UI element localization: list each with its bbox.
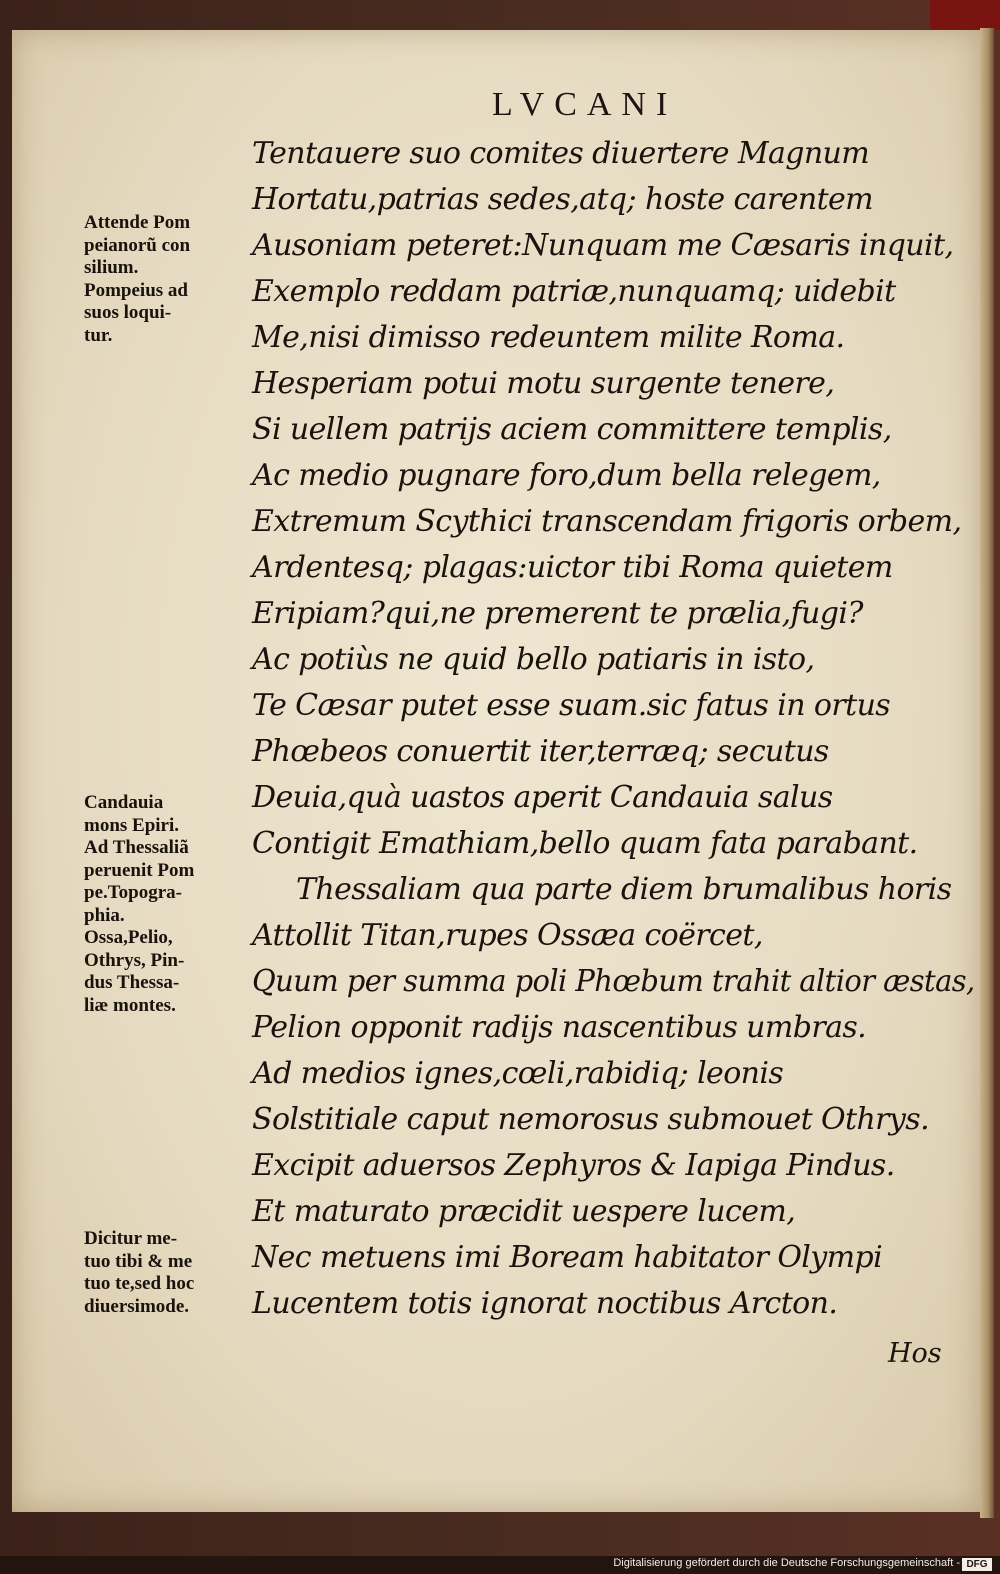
funding-credit: Digitalisierung gefördert durch die Deutsche Forschungsgemeinschaft -	[613, 1557, 960, 1569]
verse-line: Lucentem totis ignorat noctibus Arcton.	[252, 1286, 838, 1321]
verse-line: Pelion opponit radijs nascentibus umbras.	[252, 1010, 867, 1045]
verse-line: Excipit aduersos Zephyros & Iapiga Pindus.	[252, 1148, 895, 1183]
verse-line: Attollit Titan,rupes Ossæa coërcet,	[252, 918, 763, 953]
verse-line: Hortatu,patrias sedes,atq; hoste carentem	[252, 182, 874, 217]
verse-line: Deuia,quà uastos aperit Candauia salus	[252, 780, 833, 815]
verse-line: Thessaliam qua parte diem brumalibus horis	[296, 872, 952, 907]
page-edge-right	[980, 28, 994, 1518]
verse-line: Extremum Scythici transcendam frigoris orbem,	[252, 504, 962, 539]
verse-line: Ac potiùs ne quid bello patiaris in isto,	[252, 642, 815, 677]
verse-line: Solstitiale caput nemorosus submouet Othrys.	[252, 1102, 930, 1137]
verse-line: Hesperiam potui motu surgente tenere,	[252, 366, 835, 401]
verse-line: Ac medio pugnare foro,dum bella relegem,	[252, 458, 881, 493]
verse-line: Contigit Emathiam,bello quam fata parabant.	[252, 826, 918, 861]
verse-line: Tentauere suo comites diuertere Magnum	[252, 136, 870, 171]
verse-line: Nec metuens imi Boream habitator Olympi	[252, 1240, 883, 1275]
marginal-note: Candauia mons Epiri. Ad Thessaliã peruenit Pom pe.Topogra- phia. Ossa,Pelio, Othrys, Pin- dus Thessa- liæ montes.	[84, 792, 195, 1016]
verse-line: Quum per summa poli Phœbum trahit altior æstas,	[252, 964, 975, 999]
verse-line: Phœbeos conuertit iter,terræq; secutus	[252, 734, 829, 769]
verse-line: Exemplo reddam patriæ,nunquamq; uidebit	[252, 274, 896, 309]
verse-line: Si uellem patrijs aciem committere templis,	[252, 412, 892, 447]
running-head: LVCANI	[492, 86, 678, 123]
verse-line: Ausoniam peteret:Nunquam me Cæsaris inquit,	[252, 228, 954, 263]
verse-line: Te Cæsar putet esse suam.sic fatus in ortus	[252, 688, 891, 723]
binding-edge-top	[930, 0, 1000, 30]
verse-line: Me,nisi dimisso redeuntem milite Roma.	[252, 320, 845, 355]
verse-line: Ardentesq; plagas:uictor tibi Roma quietem	[252, 550, 893, 585]
catchword: Hos	[888, 1338, 942, 1369]
dfg-logo: DFG	[962, 1558, 992, 1571]
verse-line: Et maturato præcidit uespere lucem,	[252, 1194, 796, 1229]
verse-line: Ad medios ignes,cœli,rabidiq; leonis	[252, 1056, 784, 1091]
verse-line: Eripiam?qui,ne premerent te prælia,fugi?	[252, 596, 863, 631]
marginal-note: Dicitur me- tuo tibi & me tuo te,sed hoc diuersimode.	[84, 1228, 195, 1317]
marginal-note: Attende Pom peianorũ con silium. Pompeius ad suos loqui- tur.	[84, 212, 191, 346]
